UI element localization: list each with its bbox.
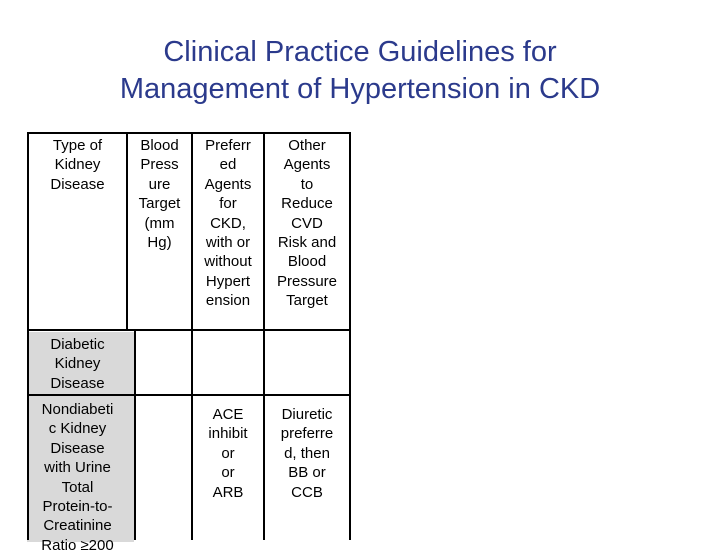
header-preferred-agents: Preferr ed Agents for CKD, with or without Hypert ension [204, 137, 252, 310]
table-top-border [27, 132, 351, 134]
table-right-border [349, 132, 351, 540]
slide-title-line-1: Clinical Practice Guidelines for [163, 36, 557, 68]
slide-title-line-2: Management of Hypertension in CKD [119, 73, 601, 105]
slide-title [0, 34, 720, 108]
guidelines-table [27, 132, 351, 554]
row-diabetic-type: Diabetic Kidney Disease [50, 336, 105, 392]
header-blood-pressure-target: Blood Press ure Target (mm Hg) [138, 137, 181, 252]
column-1-divider-lower [134, 330, 136, 540]
header-bottom-border [27, 329, 351, 331]
row-nondiabetic-other-agents: Diuretic preferre d, then BB or CCB [280, 406, 334, 501]
header-other-agents: Other Agents to Reduce CVD Risk and Blood Pressure Target [276, 137, 338, 310]
row-nondiabetic-preferred-agents: ACE inhibit or or ARB [208, 406, 248, 501]
header-type-of-kidney-disease: Type of Kidney Disease [50, 137, 105, 193]
row-1-bottom-border [27, 394, 351, 396]
row-nondiabetic-type: Nondiabeti c Kidney Disease with Urine Total Protein-to- Creatinine Ratio ≥200 [41, 401, 114, 554]
